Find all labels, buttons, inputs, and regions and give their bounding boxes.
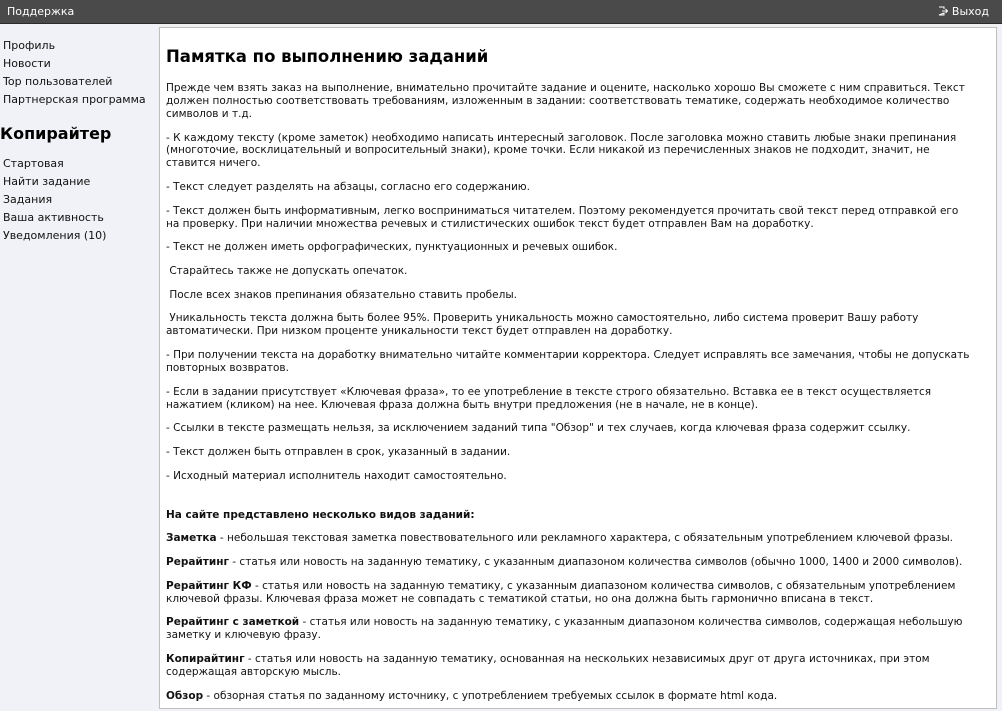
task-type-desc: - статья или новость на заданную тематику, с указанным диапазоном количества символов, с обязательным употреблением ключевой фразы. Ключевая фраза может не совпадать с тематикой статьи, но она должна быть гармонично вписана в текст.	[166, 579, 956, 605]
logout-icon	[938, 6, 948, 16]
memo-paragraph: - Текст должен быть информативным, легко восприниматься читателем. Поэтому рекомендуется прочитать свой текст перед отправкой его на проверку. При наличии множества речевых и стилистических ошибок текст будет отправлен Вам на доработку.	[166, 204, 959, 230]
memo-paragraph: - К каждому тексту (кроме заметок) необходимо написать интересный заголовок. После заголовка можно ставить любые знаки препинания (многоточие, восклицательный и вопросительный знаки), кроме точки. Если никакой из перечисленных знаков не подходит, значит, не ставится ничего.	[166, 131, 957, 170]
task-type-desc: - статья или новость на заданную тематику, с указанным диапазоном количества символов (обычно 1000, 1400 и 2000 символов).	[228, 556, 963, 568]
memo-paragraph: - Текст следует разделять на абзацы, согласно его содержанию.	[166, 181, 530, 194]
memo-paragraph: Старайтесь также не допускать опечаток.	[166, 265, 408, 278]
sidebar-item-notifications[interactable]: Уведомления (10)	[3, 229, 107, 242]
sidebar-item-news[interactable]: Новости	[3, 57, 51, 70]
task-type-item	[166, 580, 974, 606]
memo-panel	[159, 27, 997, 709]
page-title: Памятка по выполнению заданий	[166, 47, 489, 66]
memo-paragraph: - Ссылки в тексте размещать нельзя, за исключением заданий типа "Обзор" и тех случаев, когда ключевая фраза содержит ссылку.	[166, 422, 911, 435]
logout-label: Выход	[951, 5, 989, 18]
sidebar	[0, 24, 158, 711]
memo-paragraph: - При получении текста на доработку внимательно читайте комментарии корректора. Следует исправлять все замечания, чтобы не допускать повторных возвратов.	[166, 349, 970, 374]
memo-paragraph: - Текст должен быть отправлен в срок, указанный в задании.	[166, 445, 511, 458]
memo-body	[166, 82, 974, 709]
memo-paragraph: - Если в задании присутствует «Ключевая фраза», то ее употребление в тексте строго обязательно. Вставка ее в текст осуществляется нажатием (кликом) на нее. Ключевая фраза должна быть внутри предложения (не в начале, не в конце).	[166, 385, 932, 411]
sidebar-item-find-task[interactable]: Найти задание	[3, 175, 91, 188]
task-type-desc: - статья или новость на заданную тематику, с указанным диапазоном количества символов, содержащая небольшую заметку и ключевую фразу.	[166, 616, 963, 642]
task-type-name: Заметка	[166, 532, 217, 545]
task-type-item	[166, 616, 974, 642]
top-bar	[0, 0, 1002, 24]
task-type-name: Рерайтинг	[166, 556, 229, 568]
memo-paragraph: - Текст не должен иметь орфографических, пунктуационных и речевых ошибок.	[166, 241, 618, 254]
sidebar-section-title: Копирайтер	[0, 124, 112, 143]
sidebar-item-tasks[interactable]: Задания	[3, 193, 53, 206]
task-type-desc: - обзорная статья по заданному источнику, с употреблением требуемых ссылок в формате html кода.	[203, 689, 778, 702]
main-content	[158, 24, 998, 704]
sidebar-item-top-users[interactable]: Top пользователей	[3, 75, 113, 88]
sidebar-item-activity[interactable]: Ваша активность	[3, 211, 104, 224]
task-type-name: Обзор	[166, 689, 204, 702]
task-type-name: Рерайтинг КФ	[166, 579, 252, 592]
task-type-desc: - статья или новость на заданную тематику, основанная на нескольких независимых друг от друга источниках, при этом содержащая авторскую мысль.	[166, 652, 930, 678]
task-type-item	[166, 532, 974, 545]
task-type-desc: - небольшая текстовая заметка повествовательного или рекламного характера, с обязательным употреблением ключевой фразы.	[216, 532, 953, 545]
task-type-name: Рерайтинг с заметкой	[166, 616, 300, 629]
memo-paragraph: После всех знаков препинания обязательно ставить пробелы.	[166, 288, 517, 301]
support-link[interactable]: Поддержка	[7, 5, 75, 18]
task-type-item	[166, 556, 974, 569]
sidebar-item-partner-program[interactable]: Партнерская программа	[3, 93, 146, 106]
memo-paragraph: - Исходный материал исполнитель находит самостоятельно.	[166, 469, 507, 482]
memo-paragraph: Уникальность текста должна быть более 95%. Проверить уникальность можно самостоятельно, либо система проверит Вашу работу автоматически. При низком проценте уникальности текст будет отправлен на доработку.	[166, 312, 922, 338]
sidebar-item-profile[interactable]: Профиль	[3, 39, 56, 52]
task-types-heading: На сайте представлено несколько видов заданий:	[166, 508, 475, 521]
task-type-item	[166, 653, 974, 679]
task-type-name: Копирайтинг	[166, 652, 245, 665]
memo-paragraph: Прежде чем взять заказ на выполнение, внимательно прочитайте задание и оцените, насколько хорошо Вы сможете с ним справиться. Текст должен полностью соответствовать требованиям, изложенным в задании: соответствовать тематике, содержать необходимое количество символов и т.д.	[166, 82, 965, 120]
task-type-item	[166, 690, 974, 703]
sidebar-item-start[interactable]: Стартовая	[3, 157, 64, 170]
logout-link[interactable]	[938, 5, 989, 18]
